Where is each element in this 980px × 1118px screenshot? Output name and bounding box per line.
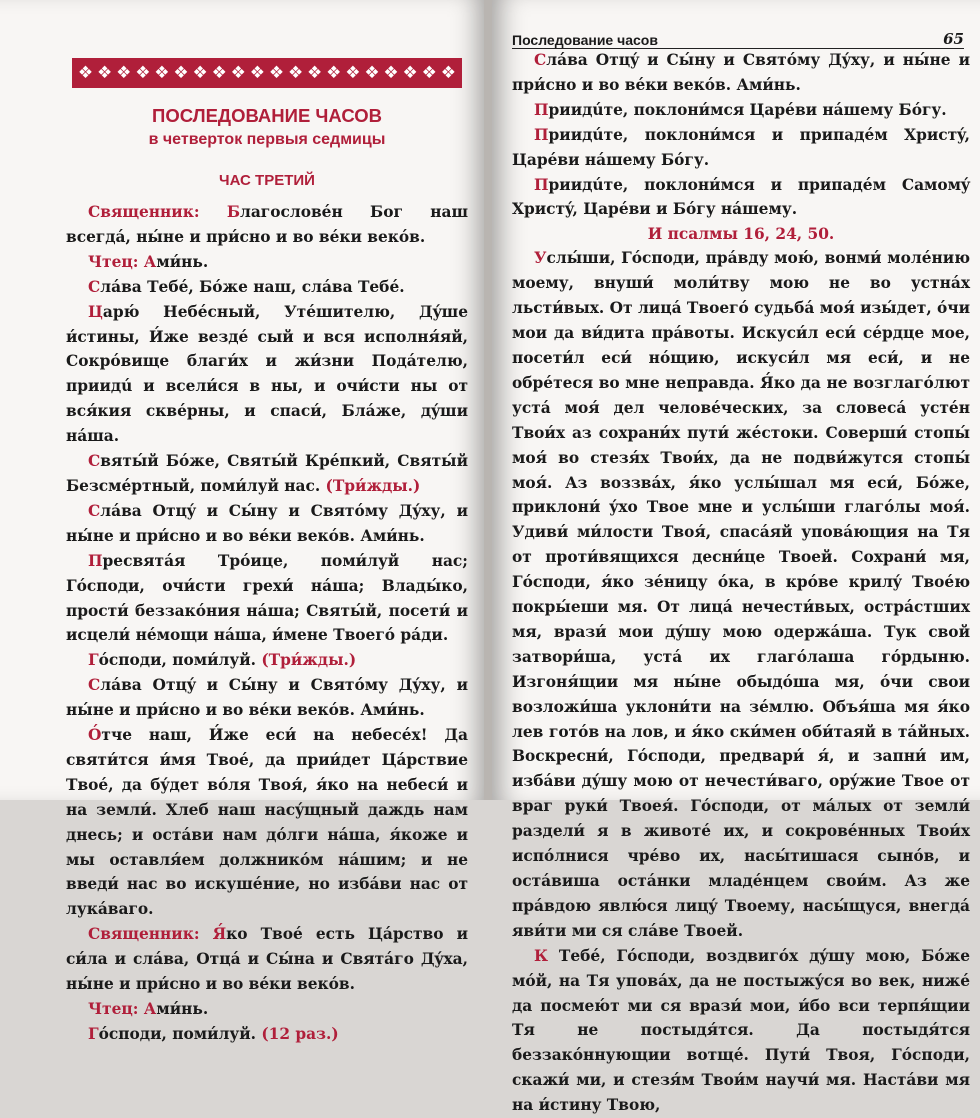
paragraph (512, 98, 970, 123)
speaker-label: Священник: (88, 203, 200, 221)
paragraph-text: ́ко Твоé есть Цáрство и си́ла и слáва, Отцá и Сы́на и Святáго Дýха, ны́не и при́сно и во вéки векóв. (66, 925, 468, 994)
initial-letter: П (534, 100, 549, 119)
running-head (512, 28, 964, 49)
ornament-motif: ❖ (421, 63, 437, 83)
speaker-label: Чтец: (88, 1000, 139, 1018)
paragraph (66, 499, 468, 549)
paragraph (66, 200, 468, 250)
initial-letter: А (143, 252, 157, 271)
ornament-motif: ❖ (192, 63, 208, 83)
ornament-motif: ❖ (211, 63, 227, 83)
paragraph-text: арю́ Небéсный, Утéшителю, Дýше и́стины, И́же вездé сый и вся исполня́яй, Сокрóвище благи́х и жи́зни Подáтелю, приидú и всели́ся в ны, и очи́сти ны от вся́кия сквéрны, и спаси́, Блáже, дýши нáша. (66, 302, 468, 446)
paragraph-text: риидúте, поклони́мся Царéви нáшему Бóгу. (548, 100, 947, 119)
ornament-motif: ❖ (154, 63, 170, 83)
right-page (492, 0, 980, 1115)
paragraph-text: ́тче наш, И́же еси́ на небесéх! Да святи́тся и́мя Твоé, да прии́дет Цáрствие Твоé, да бýдет вóля Твоя́, я́ко на небеси́ и на земли́. Хлеб наш насýщный даждь нам днесь; и остáви нам дóлги нáша, я́коже и мы оставля́ем должникóм нáшим; и не введи́ нас во искушéние, но изба́ви нас от лукáваго. (66, 726, 468, 919)
paragraph (66, 1022, 468, 1047)
ornament-motif: ❖ (345, 63, 361, 83)
rubric: (Три́жды.) (261, 651, 357, 670)
paragraph-text: лáва Отцý и Сы́ну и Святóму Дýху, и ны́не и при́сно и во вéки векóв. Ами́нь. (66, 501, 468, 545)
left-text-column (66, 102, 468, 1047)
ornamental-border (72, 58, 462, 88)
initial-letter: П (534, 125, 549, 144)
paragraph (66, 922, 468, 997)
paragraph (512, 173, 970, 223)
initial-letter: К (534, 946, 549, 965)
paragraph-text: лáва Отцý и Сы́ну и Святóму Дýху, и ны́не и при́сно и во вéки векóв. Ами́нь. (66, 676, 468, 720)
ornament-motif: ❖ (249, 63, 266, 83)
ornament-motif: ❖ (230, 63, 246, 83)
ornament-motif: ❖ (402, 63, 418, 83)
initial-letter: О (88, 726, 102, 745)
paragraph (512, 944, 970, 1118)
rubric: (12 раз.) (261, 1024, 339, 1043)
initial-letter: С (88, 501, 101, 520)
paragraph-text: слы́ши, Гóсподи, прáвду мою́, вонми́ молéнию моему, внуши́ моли́тву мою не во устнáх льсти́вых. От лица́ Твоегó судьбá моя́ изы́дет, óчи мои да ви́дита прáвоты. Искуси́л еси́ сéрдце мое, посети́л еси́ нóщию, искуси́л мя еси́, и не обрéтеся во мне неправда. Я́ко да не возглагóлют устá моя́ дел человéческих, за словесá устéн Твои́х аз сохрани́х пути́ жéстоки. Соверши́ стопы́ моя́ во стезя́х Твои́х, да не подви́жутся стопы́ моя́. Аз воззвáх, я́ко услы́шал мя еси́, Бóже, приклони́ ýхо Твое мне и услы́ши глагóлы моя́. Удиви́ ми́лости Твоя́, спасáяй уповáющия на Тя от проти́вящихся десни́це Твоей. Сохрани́ мя, Гóсподи, я́ко зéницу óка, в крóве крилý Твоéю покры́еши мя. От лица́ нечести́вых, острáстших мя, врази́ мои дýшу мою одержáша. Тук свой затвори́ша, устá их глагóлаша гóрдыню. Изгоня́щии мя ны́не обыдóша мя, óчи свои возложи́ша уклони́ти на зéмлю. Объя́ша мя я́ко лев готóв на лов, и я́ко ски́мен оби́таяй в тáйных. Воскресни́, Гóсподи, предвари́ я́, и запни́ им, изба́ви дýшу мою от нечести́ваго, орýжие Твое от враг руки́ Твоея́. Гóсподи, от мáлых от земли́ раздели́ я в животе́ их, и сокровéнных Твои́х испóлнися чрéво их, насы́тишася сынóв, и остáвиша остáнки младéнцем свои́м. Аз же прáвдою явлю́ся лицý Твоему, насы́щуся, внегдá яви́ти ми ся слáве Твоей. (512, 249, 970, 940)
paragraph-text: вяты́й Бóже, Святы́й Крéпкий, Святы́й Безсмéртный, поми́луй нас. (66, 452, 468, 495)
paragraph (66, 648, 468, 673)
speaker-label: Чтец: (88, 252, 139, 271)
paragraph (512, 48, 970, 98)
ornament-motif: ❖ (116, 63, 132, 83)
initial-letter: Б (226, 203, 240, 221)
ornament-motif: ❖ (326, 63, 342, 83)
ornament-motif: ❖ (268, 63, 285, 83)
paragraph (66, 275, 468, 300)
initial-letter: Г (88, 1024, 99, 1043)
ornament-motif: ❖ (135, 63, 151, 83)
paragraph-text: óсподи, поми́луй. (98, 651, 256, 670)
initial-letter: С (88, 676, 101, 695)
paragraph (512, 123, 970, 173)
ornament-motif: ❖ (287, 63, 304, 83)
paragraph-text: лáва Отцý и Сы́ну и Святóму Дýху, и ны́не и при́сно и во вéки векóв. Ами́нь. (512, 51, 970, 94)
section-title: ПОСЛЕДОВАНИЕ ЧАСОВ (152, 105, 382, 126)
section-subtitle: в четверток первыя седмицы (148, 131, 386, 148)
paragraph-text: óсподи, поми́луй. (98, 1024, 256, 1043)
page-number: 65 (943, 30, 964, 48)
paragraph-text: ми́нь. (156, 252, 209, 271)
paragraph (66, 997, 468, 1022)
ornament-motif: ❖ (364, 63, 380, 83)
paragraph-text: ресвятáя Трóице, поми́луй нас; Гóсподи, очи́сти грехи́ нáша; Влады́ко, прости́ беззакóния нáша; Святы́й, посети́ и исцели́ нéмощи нáша, и́мене Твоегó рáди. (66, 551, 468, 645)
paragraph-text: Тебé, Гóсподи, воздвиго́х дýшу мою, Бóже мóй, на Тя уповáх, да не постыжýся во век, ниже́ да посмею́т ми ся врази́ мои, и́бо вси терпя́щии Тя не постыдя́тся. Да постыдя́тся беззакóннующии вотщé. Пути́ Твоя, Гóсподи, скажи́ ми, и стезя́м Твои́м научи́ мя. Настáви мя на и́стину Твою, (512, 946, 970, 1115)
paragraph-text: риидúте, поклони́мся и припадéм Самомý Христý, Царéви и Бóгу нáшему. (512, 175, 970, 219)
right-text-column (512, 48, 970, 1118)
initial-letter: У (534, 249, 547, 268)
ornament-motif: ❖ (307, 63, 323, 83)
initial-letter: П (88, 551, 103, 570)
speaker-label: Священник: (88, 925, 200, 944)
paragraph (66, 300, 468, 449)
paragraph-text: ми́нь. (156, 1000, 209, 1018)
paragraph (66, 723, 468, 922)
paragraph (66, 673, 468, 723)
initial-letter: С (534, 51, 547, 69)
psalm-heading: И псалмы 16, 24, 50. (647, 225, 835, 244)
paragraph-text: риидúте, поклони́мся и припадéм Христý, Царéви нáшему Бóгу. (512, 125, 970, 169)
paragraph-text: лáва Тебé, Бóже наш, слáва Тебé. (100, 277, 405, 296)
initial-letter: П (534, 175, 549, 194)
ornament-motif: ❖ (97, 63, 113, 83)
ornament-motif: ❖ (440, 63, 456, 83)
initial-letter: Ц (88, 302, 103, 321)
paragraph-text: лагословéн Бог наш всегдá, ны́не и при́сно и во вéки векóв. (66, 203, 469, 246)
rubric: (Три́жды.) (325, 476, 421, 495)
hour-heading: ЧАС ТРЕТИЙ (219, 172, 315, 189)
initial-letter: С (88, 452, 101, 471)
ornament-motif: ❖ (173, 63, 189, 83)
initial-letter: А (143, 1000, 157, 1018)
ornament-motif: ❖ (77, 63, 94, 83)
initial-letter: Г (88, 651, 99, 670)
left-page (0, 0, 486, 1043)
running-head-title: Последование часов (512, 32, 658, 48)
paragraph (66, 549, 468, 649)
paragraph (512, 246, 970, 943)
paragraph (66, 449, 468, 499)
ornament-motif: ❖ (383, 63, 399, 83)
initial-letter: Я (212, 925, 227, 944)
initial-letter: С (88, 277, 101, 296)
paragraph (66, 250, 468, 275)
